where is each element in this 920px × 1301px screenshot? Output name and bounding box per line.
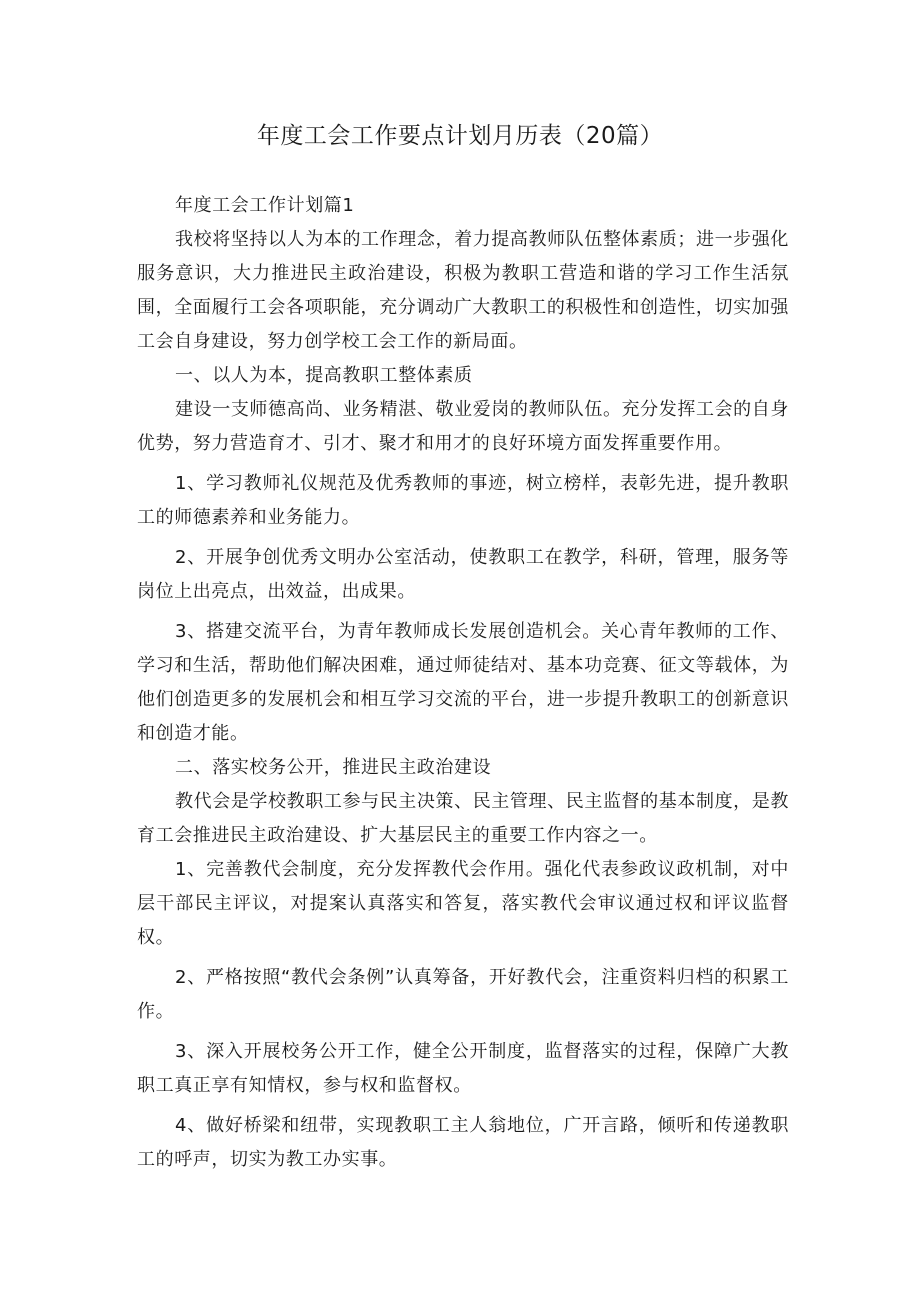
list-item: 2、开展争创优秀文明办公室活动，使教职工在教学，科研，管理，服务等岗位上出亮点，出效益，出成果。	[137, 547, 789, 602]
paragraph: 建设一支师德高尚、业务精湛、敬业爱岗的教师队伍。充分发挥工会的自身优势，努力营造育才、引才、聚才和用才的良好环境方面发挥重要作用。	[137, 399, 789, 454]
paragraph: 我校将坚持以人为本的工作理念，着力提高教师队伍整体素质；进一步强化服务意识，大力推进民主政治建设，积极为教职工营造和谐的学习工作生活氛围，全面履行工会各项职能，充分调动广大教职工的积极性和创造性，切实加强工会自身建设，努力创学校工会工作的新局面。	[137, 229, 789, 352]
section-heading: 二、落实校务公开，推进民主政治建设	[175, 757, 492, 778]
section-heading: 年度工会工作计划篇1	[175, 195, 355, 216]
list-item: 2、严格按照“教代会条例”认真筹备，开好教代会，注重资料归档的积累工作。	[137, 967, 789, 1022]
document-body	[137, 189, 789, 1177]
list-item: 3、深入开展校务公开工作，健全公开制度，监督落实的过程，保障广大教职工真正享有知情权，参与权和监督权。	[137, 1041, 789, 1096]
list-item: 1、学习教师礼仪规范及优秀教师的事迹，树立榜样，表彰先进，提升教职工的师德素养和业务能力。	[137, 473, 789, 528]
paragraph: 教代会是学校教职工参与民主决策、民主管理、民主监督的基本制度，是教育工会推进民主政治建设、扩大基层民主的重要工作内容之一。	[137, 791, 789, 846]
section-heading: 一、以人为本，提高教职工整体素质	[175, 365, 473, 386]
list-item: 4、做好桥梁和纽带，实现教职工主人翁地位，广开言路，倾听和传递教职工的呼声，切实为教工办实事。	[137, 1115, 789, 1170]
list-item: 3、搭建交流平台，为青年教师成长发展创造机会。关心青年教师的工作、学习和生活，帮助他们解决困难，通过师徒结对、基本功竞赛、征文等载体，为他们创造更多的发展机会和相互学习交流的平台，进一步提升教职工的创新意识和创造才能。	[137, 621, 789, 744]
list-item: 1、完善教代会制度，充分发挥教代会作用。强化代表参政议政机制，对中层干部民主评议，对提案认真落实和答复，落实教代会审议通过权和评议监督权。	[137, 859, 789, 948]
document-title: 年度工会工作要点计划月历表（20篇）	[256, 123, 664, 149]
